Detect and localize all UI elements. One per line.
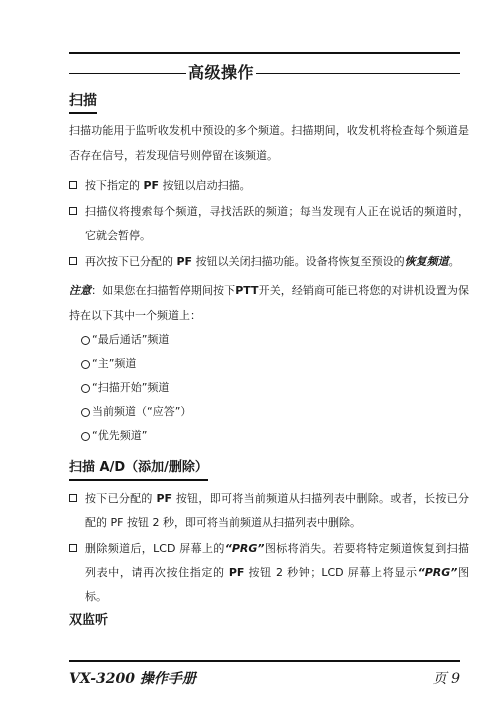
checkbox-icon [69,181,77,189]
scan-ad-section [69,456,469,609]
scan-intro: 扫描功能用于监听收发机中预设的多个频道。扫描期间，收发机将检查每个频道是否存在信号，若发现信号则停留在该频道。 [69,124,469,162]
circle-bullet-icon [81,408,90,417]
note-options [69,328,469,448]
scan-note: 注意：如果您在扫描暂停期间按下PTT开关，经销商可能已将您的对讲机设置为保持在以下其中一个频道上： [69,284,470,322]
footer-manual-title: VX-3200 操作手册 [69,671,196,687]
note-option: “主”频道 [81,352,469,376]
scan-ad-heading: 扫描 A/D（添加/删除） [69,458,208,481]
scan-ad-step-1: 按下已分配的 PF 按钮，即可将当前频道从扫描列表中删除。或者，长按已分配的 PF 按钮 2 秒，即可将当前频道从扫描列表中删除。 [69,487,469,535]
footer-rule [69,660,460,662]
page-title-bar [69,62,460,86]
dual-watch-section [69,611,469,631]
note-option: “扫描开始”频道 [81,376,469,400]
scan-heading: 扫描 [69,91,97,114]
main-content [69,90,469,631]
circle-bullet-icon [81,432,90,441]
page-title: 高级操作 [188,63,255,82]
note-option: “最后通话”频道 [81,328,469,352]
circle-bullet-icon [81,384,90,393]
scan-ad-step-2: 删除频道后，LCD 屏幕上的“PRG”图标将消失。若要将特定频道恢复到扫描列表中，请再次按住指定的 PF 按钮 2 秒钟；LCD 屏幕上将显示“PRG”图标。 [69,537,469,609]
note-option: 当前频道（“应答”） [81,400,469,424]
checkbox-icon [69,494,77,502]
scan-steps [69,174,469,274]
checkbox-icon [69,257,77,265]
title-rule [69,73,460,74]
scan-step-1: 按下指定的 PF 按钮以启动扫描。 [69,174,469,198]
scan-step-3: 再次按下已分配的 PF 按钮以关闭扫描功能。设备将恢复至预设的恢复频道。 [69,250,469,274]
circle-bullet-icon [81,336,90,345]
checkbox-icon [69,207,77,215]
note-option: “优先频道” [81,424,469,448]
footer-page-number: 页 9 [432,671,460,687]
header-rule [69,52,460,54]
scan-step-2: 扫描仪将搜索每个频道，寻找活跃的频道；每当发现有人正在说话的频道时，它就会暂停。 [69,200,469,248]
checkbox-icon [69,544,77,552]
circle-bullet-icon [81,360,90,369]
dual-watch-heading: 双监听 [69,613,109,628]
scan-ad-steps [69,487,469,609]
